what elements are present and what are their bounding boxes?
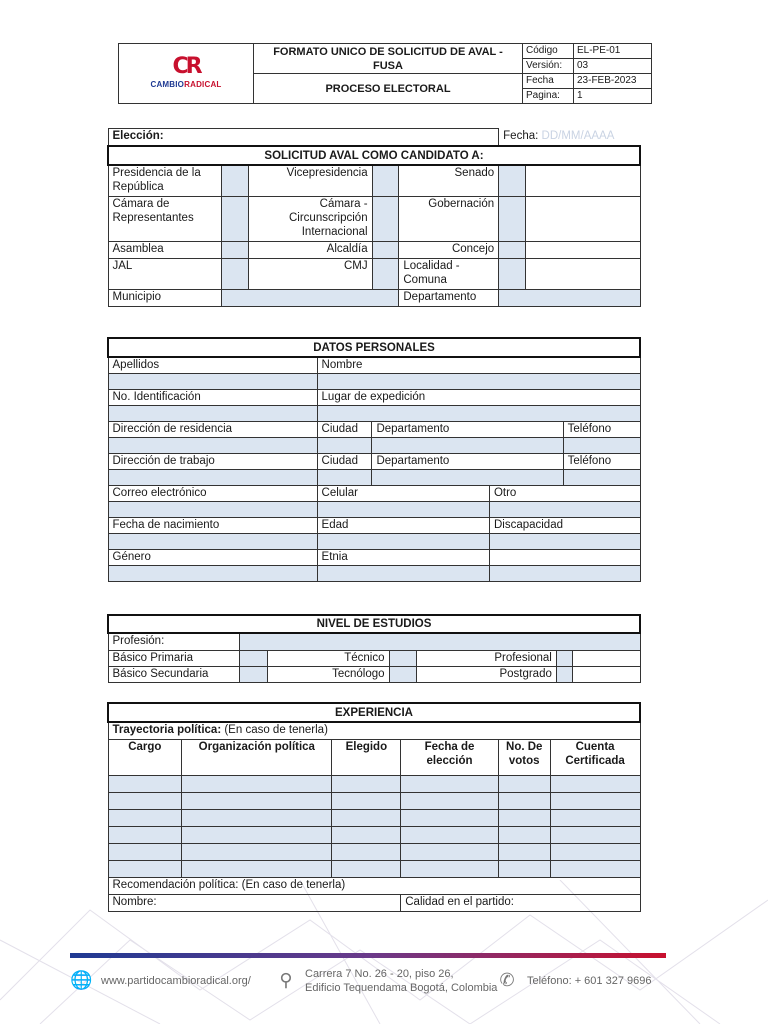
field-ciudad[interactable] <box>317 470 372 486</box>
checkbox-basico-secundaria[interactable] <box>240 666 268 682</box>
phone-icon: ✆ <box>499 970 515 990</box>
table-row <box>108 775 640 792</box>
label-otro: Otro <box>489 486 640 502</box>
fecha-field[interactable]: Fecha: DD/MM/AAAA <box>499 129 640 147</box>
table-cell-input[interactable] <box>498 826 550 843</box>
experiencia-rows <box>108 775 640 877</box>
checkbox-postgrado[interactable] <box>556 666 572 682</box>
field-identificacion[interactable] <box>108 406 317 422</box>
table-cell-input[interactable] <box>498 775 550 792</box>
field-telefono[interactable] <box>563 438 640 454</box>
option-localidad: Localidad - Comuna <box>399 259 499 290</box>
location-pin-icon: ⚲ <box>279 970 293 990</box>
label-calidad-partido: Calidad en el partido: <box>401 894 640 911</box>
field-extra[interactable] <box>489 566 640 582</box>
table-cell-input[interactable] <box>332 809 401 826</box>
departamento-label: Departamento <box>399 290 499 307</box>
meta-value: 23-FEB-2023 <box>574 74 652 89</box>
solicitud-section <box>107 128 641 307</box>
checkbox-camara[interactable] <box>222 197 249 242</box>
checkbox-vicepresidencia[interactable] <box>372 165 399 197</box>
table-cell-input[interactable] <box>182 826 332 843</box>
label-celular: Celular <box>317 486 489 502</box>
table-cell-input[interactable] <box>550 826 640 843</box>
footer-web: www.partidocambioradical.org/ <box>101 975 251 987</box>
table-cell-input[interactable] <box>550 843 640 860</box>
option-senado: Senado <box>399 165 499 197</box>
table-cell-input[interactable] <box>182 860 332 877</box>
meta-label: Fecha <box>523 74 574 89</box>
fecha-placeholder: DD/MM/AAAA <box>541 129 615 142</box>
table-cell-input[interactable] <box>550 809 640 826</box>
table-cell-input[interactable] <box>498 809 550 826</box>
table-cell-input[interactable] <box>108 843 182 860</box>
footer-gradient-bar <box>70 953 666 958</box>
checkbox-profesional[interactable] <box>556 650 572 666</box>
table-cell-input[interactable] <box>550 775 640 792</box>
label-apellidos: Apellidos <box>108 357 317 374</box>
section-title: DATOS PERSONALES <box>108 338 640 357</box>
table-cell-input[interactable] <box>182 843 332 860</box>
col-header: Cuenta Certificada <box>550 739 640 775</box>
departamento-field[interactable] <box>499 290 640 307</box>
field-ciudad[interactable] <box>317 438 372 454</box>
checkbox-presidencia[interactable] <box>222 165 249 197</box>
field-departamento[interactable] <box>372 438 563 454</box>
option-concejo: Concejo <box>399 242 499 259</box>
option-jal: JAL <box>108 259 222 290</box>
label-fecha-nacimiento: Fecha de nacimiento <box>108 518 317 534</box>
table-cell-input[interactable] <box>498 843 550 860</box>
meta-label: Versión: <box>523 59 574 74</box>
label-dir-trabajo: Dirección de trabajo <box>108 454 317 470</box>
datos-personales-section <box>107 337 641 582</box>
table-cell-input[interactable] <box>401 860 499 877</box>
table-cell-input[interactable] <box>498 860 550 877</box>
blank-cell <box>526 259 640 290</box>
logo-mark: CR <box>172 53 200 79</box>
col-header: Organización política <box>182 739 332 775</box>
option-basico-secundaria: Básico Secundaria <box>108 666 240 682</box>
eleccion-label: Elección: <box>108 129 499 147</box>
experiencia-header-row <box>108 739 640 775</box>
table-cell-input[interactable] <box>401 792 499 809</box>
checkbox-asamblea[interactable] <box>222 242 249 259</box>
option-alcaldia: Alcaldía <box>249 242 373 259</box>
field-otro[interactable] <box>489 502 640 518</box>
table-cell-input[interactable] <box>401 809 499 826</box>
field-nombre[interactable] <box>317 374 640 390</box>
meta-label: Código <box>523 44 574 59</box>
label-lugar-expedicion: Lugar de expedición <box>317 390 640 406</box>
label-departamento: Departamento <box>372 454 563 470</box>
field-celular[interactable] <box>317 502 489 518</box>
logo-text: CAMBIORADICAL <box>150 79 222 89</box>
col-header: Fecha de elección <box>401 739 499 775</box>
checkbox-cmj[interactable] <box>372 259 399 290</box>
table-cell-input[interactable] <box>550 792 640 809</box>
meta-label: Pagina: <box>523 89 574 104</box>
option-camara-internacional: Cámara - Circunscripción Internacional <box>249 197 373 242</box>
experiencia-section <box>107 702 641 912</box>
form-header <box>118 43 652 104</box>
field-departamento[interactable] <box>372 470 563 486</box>
option-camara: Cámara de Representantes <box>108 197 222 242</box>
label-etnia: Etnia <box>317 550 489 566</box>
option-cmj: CMJ <box>249 259 373 290</box>
table-cell-input[interactable] <box>401 775 499 792</box>
table-row <box>108 843 640 860</box>
form-title: FORMATO UNICO DE SOLICITUD DE AVAL - FUSA <box>254 44 523 74</box>
table-row <box>108 792 640 809</box>
option-tecnologo: Tecnólogo <box>267 666 389 682</box>
checkbox-localidad[interactable] <box>499 259 526 290</box>
section-title: NIVEL DE ESTUDIOS <box>108 615 640 633</box>
option-tecnico: Técnico <box>267 650 389 666</box>
blank-cell <box>489 550 640 566</box>
field-genero[interactable] <box>108 566 317 582</box>
nivel-estudios-section <box>107 614 641 683</box>
blank-cell <box>572 650 640 666</box>
field-telefono[interactable] <box>563 470 640 486</box>
checkbox-basico-primaria[interactable] <box>240 650 268 666</box>
option-vicepresidencia: Vicepresidencia <box>249 165 373 197</box>
table-cell-input[interactable] <box>401 826 499 843</box>
blank-cell <box>526 242 640 259</box>
field-profesion[interactable] <box>240 633 640 650</box>
footer-phone: Teléfono: + 601 327 9696 <box>527 975 652 987</box>
meta-value: 03 <box>574 59 652 74</box>
table-cell-input[interactable] <box>108 860 182 877</box>
label-ciudad: Ciudad <box>317 422 372 438</box>
meta-value: 1 <box>574 89 652 104</box>
label-nombre: Nombre <box>317 357 640 374</box>
col-header: Cargo <box>108 739 182 775</box>
checkbox-concejo[interactable] <box>499 242 526 259</box>
field-fecha-nacimiento[interactable] <box>108 534 317 550</box>
table-cell-input[interactable] <box>498 792 550 809</box>
label-genero: Género <box>108 550 317 566</box>
field-dir-residencia[interactable] <box>108 438 317 454</box>
table-row <box>108 826 640 843</box>
label-telefono: Teléfono <box>563 454 640 470</box>
table-cell-input[interactable] <box>108 826 182 843</box>
label-telefono: Teléfono <box>563 422 640 438</box>
label-discapacidad: Discapacidad <box>489 518 640 534</box>
form-subtitle: PROCESO ELECTORAL <box>254 74 523 104</box>
municipio-field[interactable] <box>222 290 399 307</box>
table-cell-input[interactable] <box>182 775 332 792</box>
option-asamblea: Asamblea <box>108 242 222 259</box>
recomendacion-label: Recomendación política: (En caso de tenerla) <box>108 877 640 894</box>
table-cell-input[interactable] <box>332 826 401 843</box>
globe-icon: 🌐 <box>70 970 93 990</box>
table-cell-input[interactable] <box>182 809 332 826</box>
field-etnia[interactable] <box>317 566 489 582</box>
label-dir-residencia: Dirección de residencia <box>108 422 317 438</box>
table-cell-input[interactable] <box>182 792 332 809</box>
blank-cell <box>526 165 640 197</box>
field-discapacidad[interactable] <box>489 534 640 550</box>
field-correo[interactable] <box>108 502 317 518</box>
trayectoria-label: Trayectoria política: (En caso de tenerla) <box>108 722 640 739</box>
field-edad[interactable] <box>317 534 489 550</box>
table-cell-input[interactable] <box>401 843 499 860</box>
section-title: SOLICITUD AVAL COMO CANDIDATO A: <box>108 146 640 165</box>
logo <box>119 44 254 104</box>
label-identificacion: No. Identificación <box>108 390 317 406</box>
label-profesion: Profesión: <box>108 633 240 650</box>
label-edad: Edad <box>317 518 489 534</box>
blank-cell <box>526 197 640 242</box>
checkbox-gobernacion[interactable] <box>499 197 526 242</box>
checkbox-senado[interactable] <box>499 165 526 197</box>
label-departamento: Departamento <box>372 422 563 438</box>
col-header: No. De votos <box>498 739 550 775</box>
table-cell-input[interactable] <box>108 775 182 792</box>
option-presidencia: Presidencia de la República <box>108 165 222 197</box>
footer-address: Carrera 7 No. 26 - 20, piso 26, Edificio Tequendama Bogotá, Colombia <box>305 968 498 994</box>
table-row <box>108 860 640 877</box>
option-postgrado: Postgrado <box>417 666 557 682</box>
table-cell-input[interactable] <box>332 792 401 809</box>
label-nombre-recomendacion: Nombre: <box>108 894 401 911</box>
option-profesional: Profesional <box>417 650 557 666</box>
checkbox-alcaldia[interactable] <box>372 242 399 259</box>
label-correo: Correo electrónico <box>108 486 317 502</box>
blank-cell <box>572 666 640 682</box>
table-row <box>108 809 640 826</box>
table-cell-input[interactable] <box>550 860 640 877</box>
option-gobernacion: Gobernación <box>399 197 499 242</box>
table-cell-input[interactable] <box>108 792 182 809</box>
municipio-label: Municipio <box>108 290 222 307</box>
option-basico-primaria: Básico Primaria <box>108 650 240 666</box>
table-cell-input[interactable] <box>332 860 401 877</box>
checkbox-jal[interactable] <box>222 259 249 290</box>
col-header: Elegido <box>332 739 401 775</box>
field-dir-trabajo[interactable] <box>108 470 317 486</box>
meta-value: EL-PE-01 <box>574 44 652 59</box>
table-cell-input[interactable] <box>332 843 401 860</box>
checkbox-tecnologo[interactable] <box>389 666 417 682</box>
section-title: EXPERIENCIA <box>108 703 640 722</box>
field-lugar-expedicion[interactable] <box>317 406 640 422</box>
checkbox-tecnico[interactable] <box>389 650 417 666</box>
label-ciudad: Ciudad <box>317 454 372 470</box>
table-cell-input[interactable] <box>108 809 182 826</box>
field-apellidos[interactable] <box>108 374 317 390</box>
table-cell-input[interactable] <box>332 775 401 792</box>
checkbox-camara-internacional[interactable] <box>372 197 399 242</box>
